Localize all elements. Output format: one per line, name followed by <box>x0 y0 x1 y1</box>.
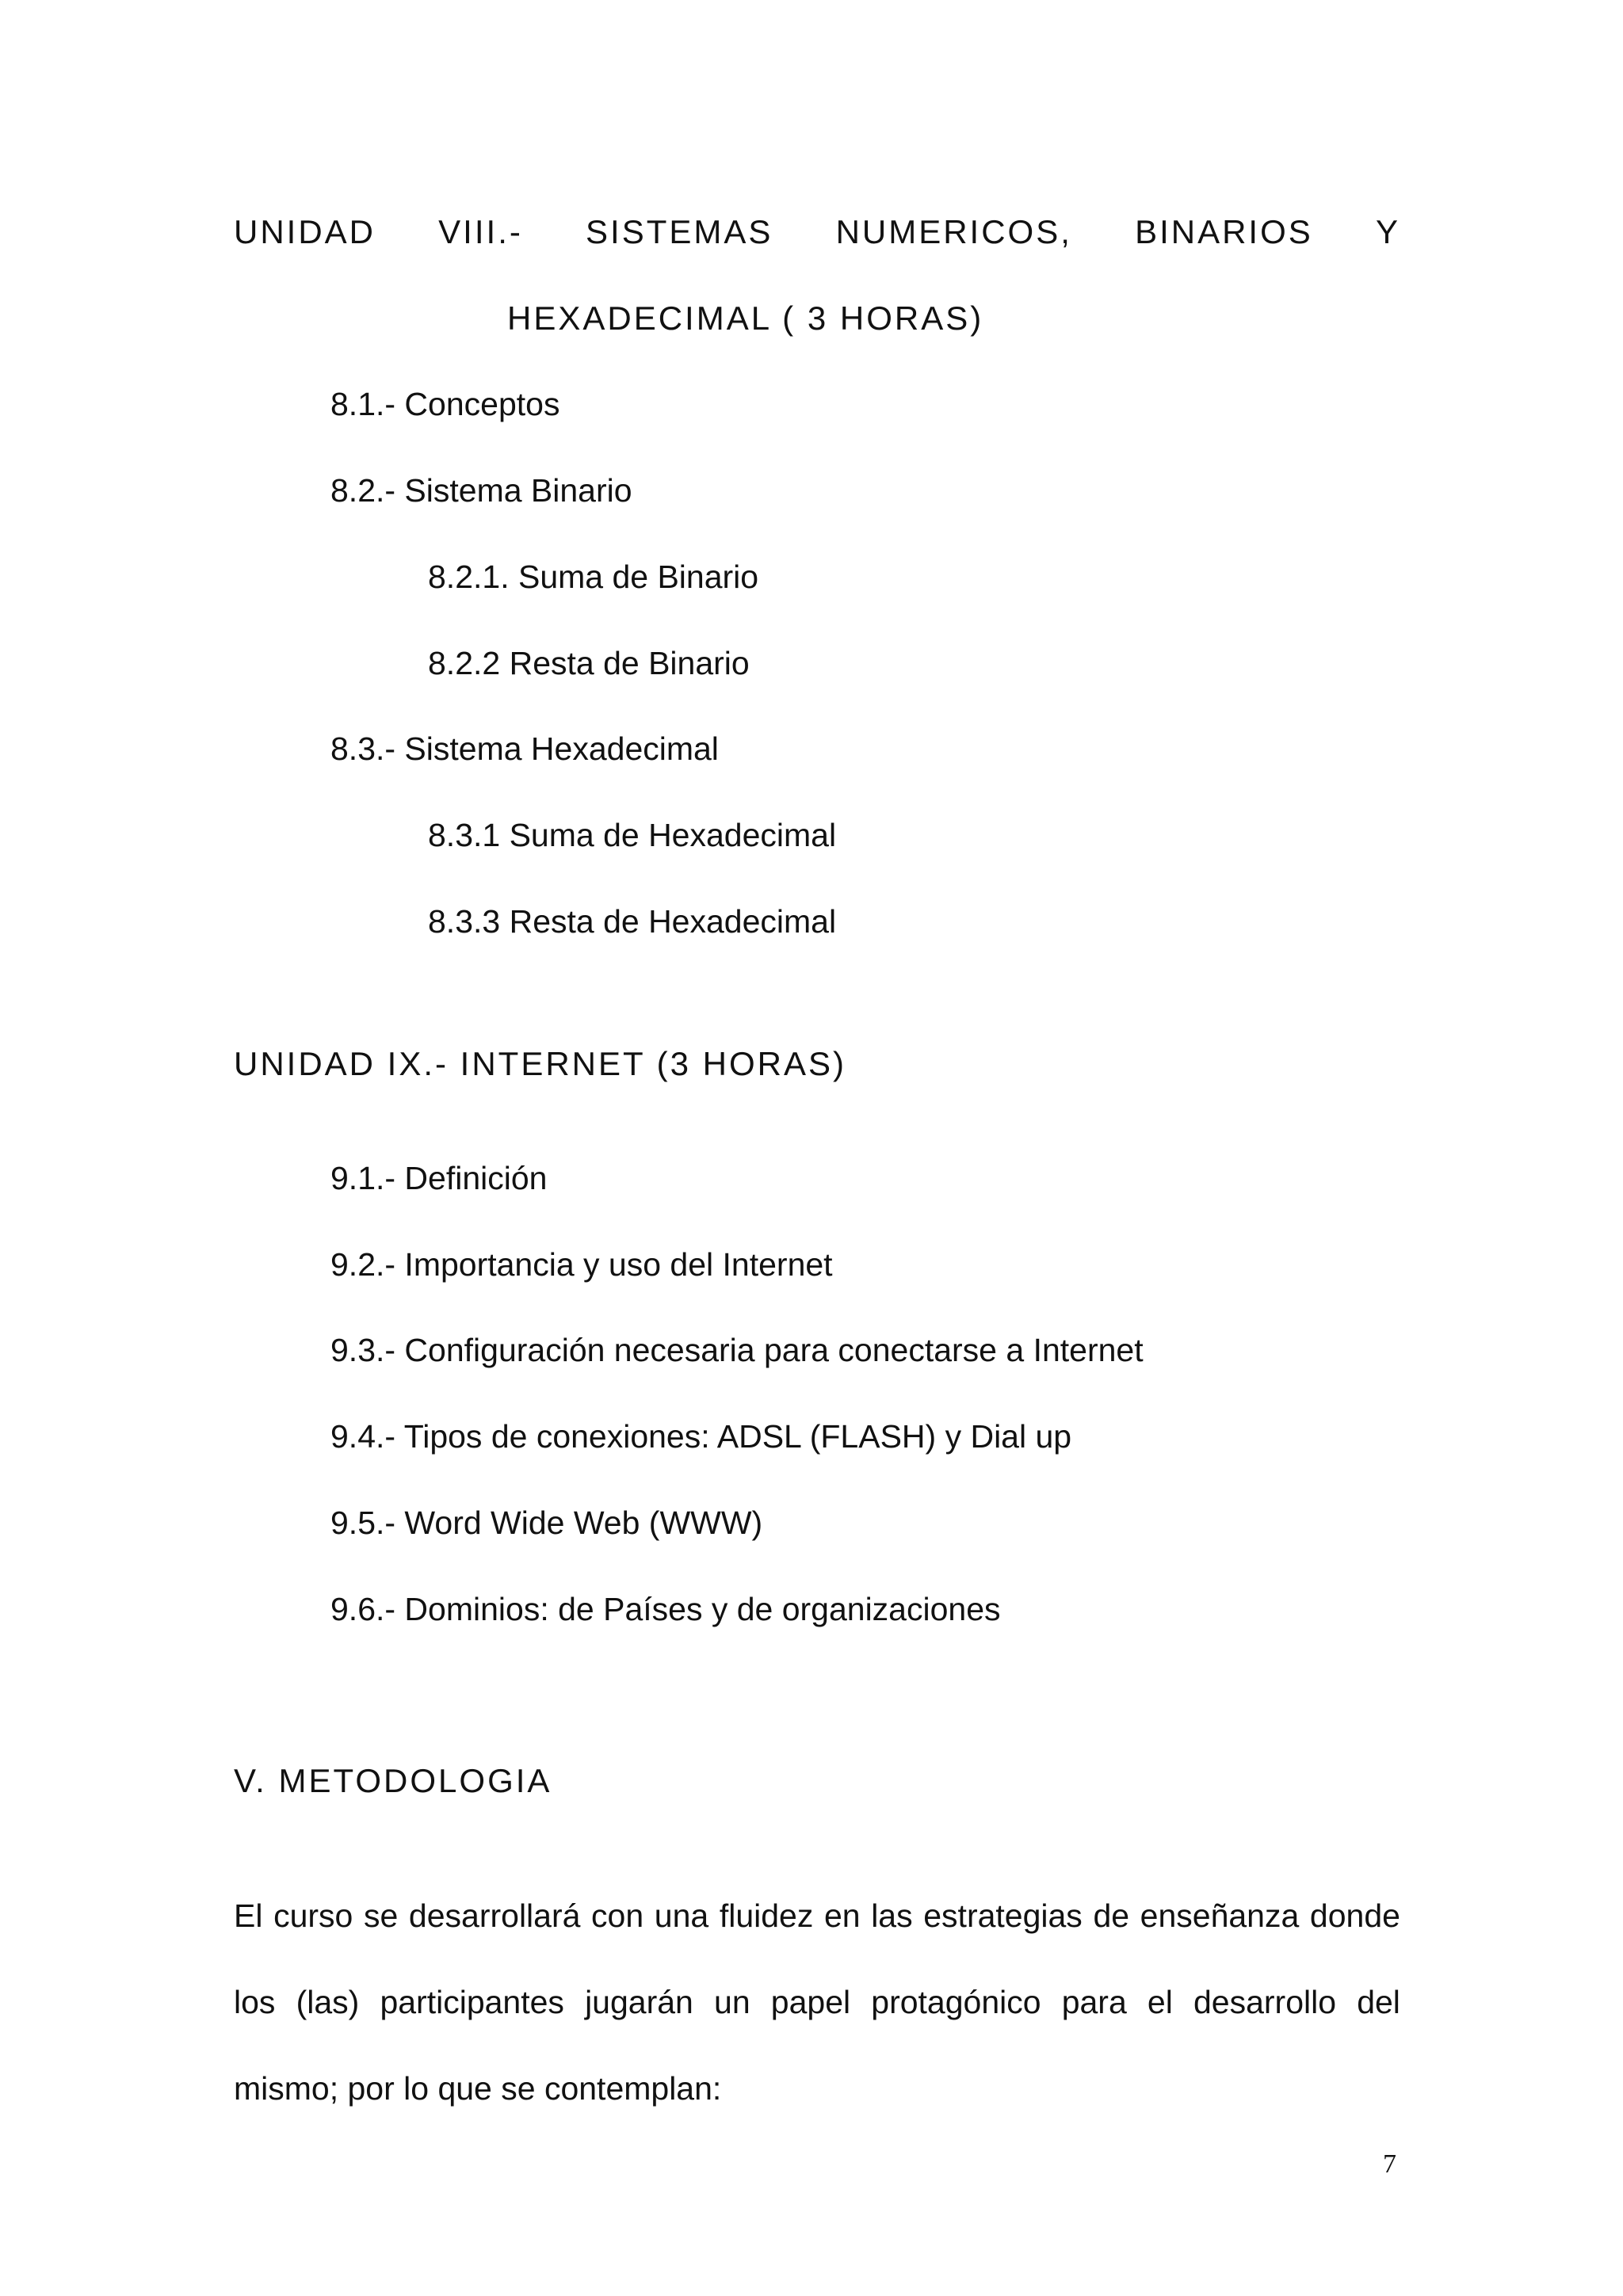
paragraph-word: los <box>234 1984 276 2020</box>
unit-8-heading-line-2: HEXADECIMAL ( 3 HORAS) <box>507 299 984 337</box>
outline-item-9-2: 9.2.- Importancia y uso del Internet <box>330 1246 833 1283</box>
outline-item-8-2: 8.2.- Sistema Binario <box>330 472 632 509</box>
paragraph-word: estrategias <box>923 1897 1083 1934</box>
paragraph-word: desarrollo <box>1193 1984 1337 2020</box>
paragraph-word: desarrollará <box>408 1897 581 1934</box>
outline-item-8-3: 8.3.- Sistema Hexadecimal <box>330 730 719 767</box>
outline-item-9-6: 9.6.- Dominios: de Países y de organizaciones <box>330 1591 1001 1627</box>
paragraph-word: un <box>714 1984 750 2020</box>
paragraph-word: las <box>871 1897 913 1934</box>
heading-word: Y <box>1375 213 1400 250</box>
paragraph-word: jugarán <box>585 1984 693 2020</box>
methodology-paragraph-line-2 <box>234 1986 1400 2019</box>
paragraph-word: papel <box>770 1984 851 2020</box>
paragraph-word: se <box>363 1897 399 1934</box>
outline-item-9-3: 9.3.- Configuración necesaria para conectarse a Internet <box>330 1332 1144 1368</box>
outline-item-8-2-2: 8.2.2 Resta de Binario <box>428 645 750 681</box>
outline-item-8-2-1: 8.2.1. Suma de Binario <box>428 559 759 595</box>
heading-word: SISTEMAS <box>586 213 773 250</box>
page-number: 7 <box>1383 2149 1396 2179</box>
paragraph-word: El <box>234 1897 263 1934</box>
paragraph-word: de <box>1093 1897 1130 1934</box>
outline-item-8-1: 8.1.- Conceptos <box>330 386 560 422</box>
paragraph-word: del <box>1357 1984 1400 2020</box>
paragraph-word: para <box>1061 1984 1127 2020</box>
paragraph-word: (las) <box>296 1984 360 2020</box>
outline-item-8-3-3: 8.3.3 Resta de Hexadecimal <box>428 903 837 940</box>
paragraph-word: con <box>591 1897 644 1934</box>
outline-item-9-1: 9.1.- Definición <box>330 1160 548 1196</box>
paragraph-word: fluidez <box>719 1897 814 1934</box>
paragraph-word: enseñanza <box>1140 1897 1300 1934</box>
heading-word: BINARIOS <box>1135 213 1313 250</box>
unit-9-heading: UNIDAD IX.- INTERNET (3 HORAS) <box>234 1045 846 1082</box>
heading-word: UNIDAD <box>234 213 376 250</box>
paragraph-word: en <box>823 1897 861 1934</box>
outline-item-9-5: 9.5.- Word Wide Web (WWW) <box>330 1505 763 1541</box>
paragraph-word: protagónico <box>871 1984 1041 2020</box>
heading-word: VIII.- <box>438 213 523 250</box>
unit-8-heading-line-1 <box>234 215 1400 249</box>
methodology-paragraph-line-1 <box>234 1897 1400 1934</box>
outline-item-9-4: 9.4.- Tipos de conexiones: ADSL (FLASH) y Dial up <box>330 1418 1072 1455</box>
methodology-paragraph-line-3: mismo; por lo que se contemplan: <box>234 2070 722 2107</box>
outline-item-8-3-1: 8.3.1 Suma de Hexadecimal <box>428 817 837 853</box>
paragraph-word: participantes <box>380 1984 564 2020</box>
paragraph-word: una <box>654 1897 709 1934</box>
paragraph-word: donde <box>1309 1897 1400 1934</box>
heading-word: NUMERICOS, <box>835 213 1072 250</box>
paragraph-word: curso <box>273 1897 353 1934</box>
methodology-heading: V. METODOLOGIA <box>234 1762 552 1799</box>
paragraph-word: el <box>1147 1984 1173 2020</box>
